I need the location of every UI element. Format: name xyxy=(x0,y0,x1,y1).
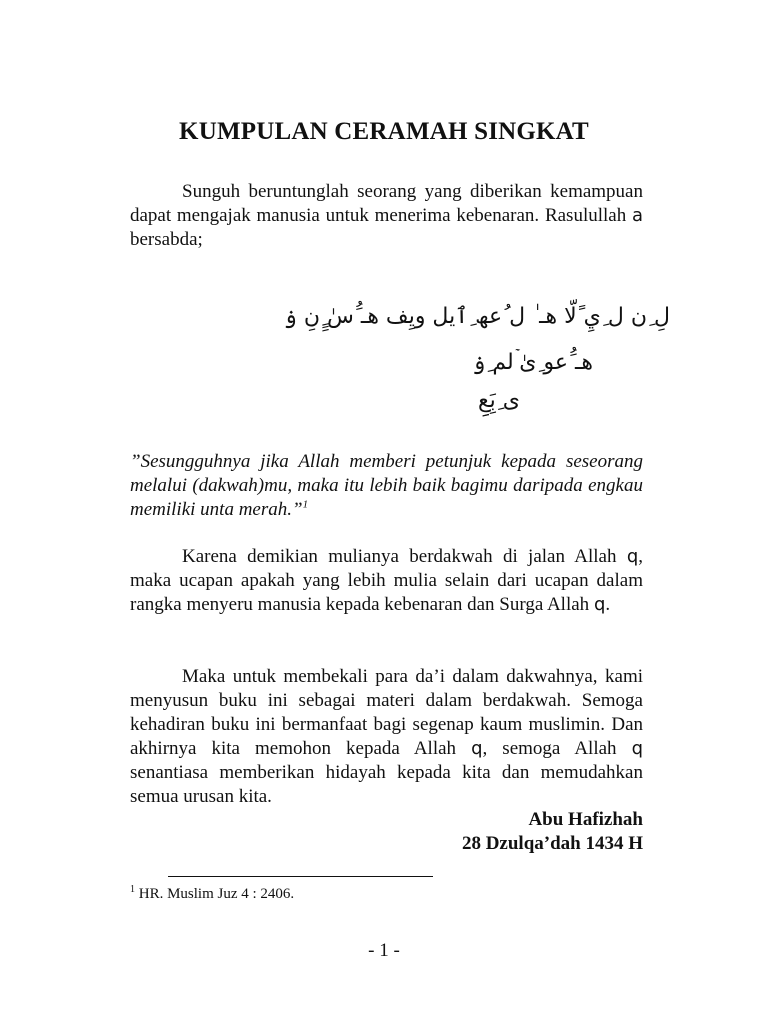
signature-date: 28 Dzulqa’dah 1434 H xyxy=(461,833,643,854)
intro-text-end: bersabda; xyxy=(130,229,203,250)
hadith-translation xyxy=(130,450,643,522)
second-paragraph xyxy=(130,545,643,617)
paragraph-text: , semoga Allah xyxy=(482,738,632,759)
page-title: KUMPULAN CERAMAH SINGKAT xyxy=(179,118,589,145)
taala-symbol: q xyxy=(593,594,606,615)
footnote xyxy=(130,886,294,903)
paragraph-text: Karena demikian mulianya berdakwah di jalan Allah xyxy=(182,546,627,567)
taala-symbol: q xyxy=(471,738,483,759)
paragraph-text: Maka untuk membekali para da’i dalam dakwahnya, kami menyusun buku ini sebagai materi dalam berdakwah. Semoga kehadiran buku ini bermanfaat bagi segenap kaum muslimin. Dan akhirnya kita memohon kepada Allah xyxy=(130,666,643,759)
hadith-arabic-line-2: ھـ َُعو ِیٰ ۡلم ِۏ xyxy=(472,350,593,375)
intro-text: Sunguh beruntunglah seorang yang diberikan kemampuan dapat mengajak manusia untuk menerima kebenaran. Rasulullah xyxy=(130,181,643,226)
taala-symbol: q xyxy=(631,738,643,759)
intro-paragraph xyxy=(130,180,643,252)
footnote-divider xyxy=(168,876,433,877)
paragraph-text: , maka ucapan apakah yang lebih mulia selain dari ucapan dalam rangka menyeru manusia kepada kebenaran dan Surga Allah xyxy=(130,546,643,615)
taala-symbol: q xyxy=(626,546,639,567)
hadith-arabic-line-1: لِ ِن ل ِيِ ًلّا ھـ ٰ ل ُعھ ِٱیل ویِف ھـ َُسٰ ٍِنِ ۏ xyxy=(284,304,670,329)
paragraph-text: . xyxy=(605,594,611,615)
footnote-ref: 1 xyxy=(302,498,309,511)
footnote-number: 1 xyxy=(130,884,135,895)
third-paragraph xyxy=(130,665,643,809)
author-name: Abu Hafizhah xyxy=(528,809,643,830)
footnote-text: HR. Muslim Juz 4 : 2406. xyxy=(135,886,295,902)
paragraph-text: senantiasa memberikan hidayah kepada kita dan memudahkan semua urusan kita. xyxy=(130,762,643,807)
translation-text: ”Sesungguhnya jika Allah memberi petunjuk kepada seseorang melalui (dakwah)mu, maka itu lebih baik bagimu daripada engkau memiliki unta merah.” xyxy=(130,451,643,520)
salawat-symbol: a xyxy=(631,205,643,226)
page-number: - 1 - xyxy=(368,940,400,961)
hadith-arabic-line-3: ی ِبَِعِِ xyxy=(477,388,520,413)
